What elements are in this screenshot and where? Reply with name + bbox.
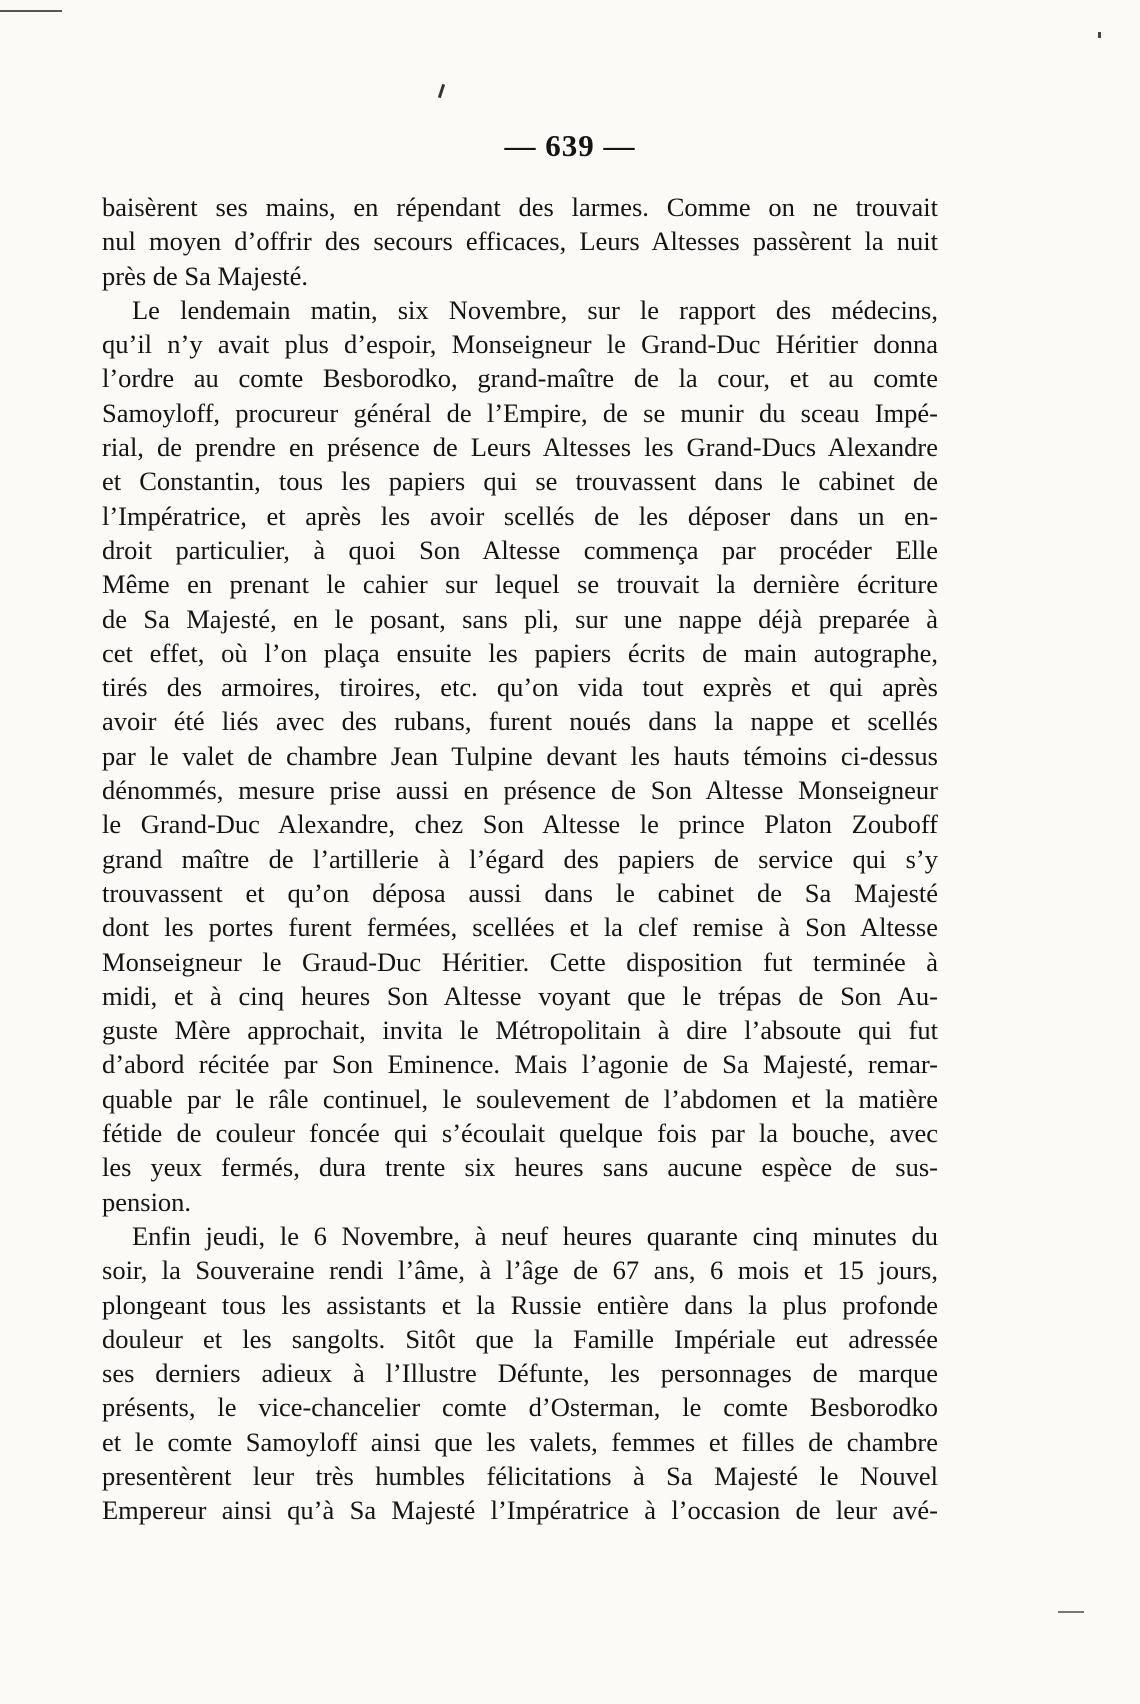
text-line: qu’il n’y avait plus d’espoir, Monseigneur le Grand-Duc Héritier donna xyxy=(102,329,938,360)
text-line: l’Impératrice, et après les avoir scellés de les déposer dans un en- xyxy=(102,500,938,531)
text-line: ses derniers adieux à l’Illustre Défunte, les personnages de marque xyxy=(102,1358,938,1389)
text-line: nul moyen d’offrir des secours efficaces, Leurs Altesses passèrent la nuit xyxy=(102,226,938,257)
text-line: Samoyloff, procureur général de l’Empire, de se munir du sceau Impé- xyxy=(102,397,938,428)
text-line: baisèrent ses mains, en répendant des larmes. Comme on ne trouvait xyxy=(102,192,938,222)
text-line: les yeux fermés, dura trente six heures sans aucune espèce de sus- xyxy=(102,1152,938,1183)
text-line: Monseigneur le Graud-Duc Héritier. Cette disposition fut terminée à xyxy=(102,946,938,977)
text-line: Empereur ainsi qu’à Sa Majesté l’Impératrice à l’occasion de leur avé- xyxy=(102,1495,938,1526)
text-line: douleur et les sangolts. Sitôt que la Famille Impériale eut adressée xyxy=(102,1323,938,1354)
text-line: pension. xyxy=(102,1186,192,1217)
text-line: plongeant tous les assistants et la Russie entière dans la plus profonde xyxy=(102,1289,938,1320)
text-line: grand maître de l’artillerie à l’égard des papiers de service qui s’y xyxy=(102,843,938,874)
text-line: droit particulier, à quoi Son Altesse commença par procéder Elle xyxy=(102,534,938,565)
scan-edge-mark xyxy=(1058,1611,1084,1613)
ink-mark xyxy=(438,84,445,98)
text-line: dénommés, mesure prise aussi en présence de Son Altesse Monseigneur xyxy=(102,775,938,806)
text-line: fétide de couleur foncée qui s’écoulait quelque fois par la bouche, avec xyxy=(102,1118,938,1149)
text-line: Le lendemain matin, six Novembre, sur le rapport des médecins, xyxy=(132,294,938,325)
text-line: rial, de prendre en présence de Leurs Altesses les Grand-Ducs Alexandre xyxy=(102,432,938,463)
page-number: — 639 — xyxy=(504,128,636,163)
text-line: et Constantin, tous les papiers qui se trouvassent dans le cabinet de xyxy=(102,466,938,497)
text-line: trouvassent et qu’on déposa aussi dans le cabinet de Sa Majesté xyxy=(102,877,938,908)
text-line: d’abord récitée par Son Eminence. Mais l’agonie de Sa Majesté, remar- xyxy=(102,1049,938,1080)
text-line: près de Sa Majesté. xyxy=(102,260,309,291)
text-line: Même en prenant le cahier sur lequel se trouvait la dernière écriture xyxy=(102,569,938,600)
scan-speck xyxy=(1098,32,1101,38)
scan-edge-mark xyxy=(0,10,62,12)
text-line: par le valet de chambre Jean Tulpine devant les hauts témoins ci-dessus xyxy=(102,740,938,771)
text-line: avoir été liés avec des rubans, furent noués dans la nappe et scellés xyxy=(102,706,938,737)
text-line: cet effet, où l’on plaça ensuite les papiers écrits de main autographe, xyxy=(102,637,938,668)
text-line: guste Mère approchait, invita le Métropolitain à dire l’absoute qui fut xyxy=(102,1015,938,1046)
text-line: tirés des armoires, tiroires, etc. qu’on vida tout exprès et qui après xyxy=(102,672,938,703)
text-line: et le comte Samoyloff ainsi que les valets, femmes et filles de chambre xyxy=(102,1426,938,1457)
page-body xyxy=(102,190,938,1528)
text-line: soir, la Souveraine rendi l’âme, à l’âge de 67 ans, 6 mois et 15 jours, xyxy=(102,1255,938,1286)
text-line: presentèrent leur très humbles félicitations à Sa Majesté le Nouvel xyxy=(102,1460,938,1491)
text-line: le Grand-Duc Alexandre, chez Son Altesse le prince Platon Zouboff xyxy=(102,809,938,840)
text-line: l’ordre au comte Besborodko, grand-maître de la cour, et au comte xyxy=(102,363,938,394)
text-line: midi, et à cinq heures Son Altesse voyant que le trépas de Son Au- xyxy=(102,980,938,1011)
text-line: Enfin jeudi, le 6 Novembre, à neuf heures quarante cinq minutes du xyxy=(132,1220,938,1251)
text-line: dont les portes furent fermées, scellées et la clef remise à Son Altesse xyxy=(102,912,938,943)
text-line: quable par le râle continuel, le soulevement de l’abdomen et la matière xyxy=(102,1083,938,1114)
text-line: présents, le vice-chancelier comte d’Osterman, le comte Besborodko xyxy=(102,1392,938,1423)
text-line: de Sa Majesté, en le posant, sans pli, sur une nappe déjà preparée à xyxy=(102,603,938,634)
